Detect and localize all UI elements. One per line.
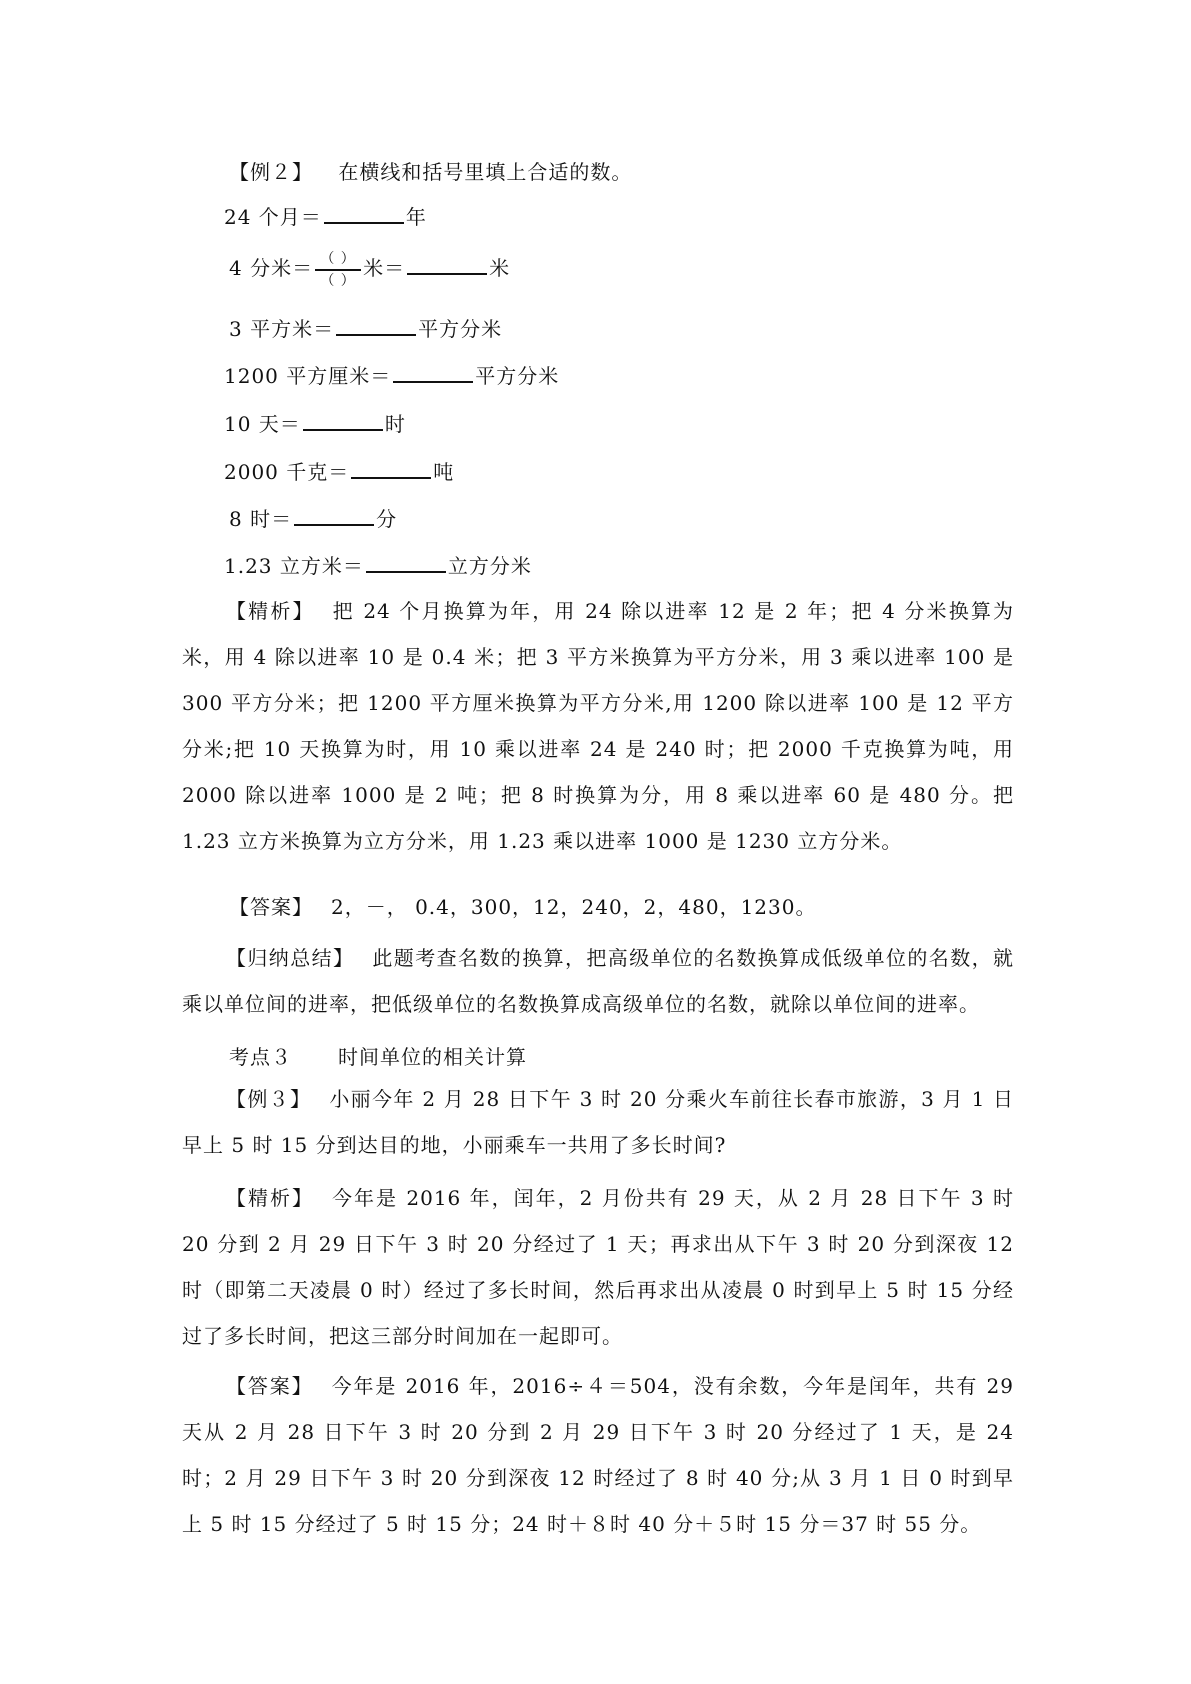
fill-item	[224, 203, 427, 231]
item-left: 8 时＝	[229, 507, 293, 531]
fraction-blank[interactable]	[315, 250, 361, 290]
answer-tag: 【答案】	[226, 1374, 314, 1398]
analysis-paragraph	[182, 588, 1014, 864]
analysis-tag: 【精析】	[226, 1186, 315, 1210]
fill-item	[229, 315, 502, 343]
item-left: 1.23 立方米＝	[224, 554, 364, 578]
summary-text: 此题考查名数的换算，把高级单位的名数换算成低级单位的名数，就乘以单位间的进率，把低级单位的名数换算成高级单位的名数，就除以单位间的进率。	[182, 946, 1015, 1016]
summary-paragraph	[182, 935, 1014, 1027]
fill-item	[224, 410, 406, 438]
summary-tag: 【归纳总结】	[226, 946, 355, 970]
answer-tag: 【答案】	[229, 895, 313, 919]
analysis-text: 把 24 个月换算为年，用 24 除以进率 12 是 2 年；把 4 分米换算为米，用 4 除以进率 10 是 0.4 米；把 3 平方米换算为平方分米，用 3 乘以进率 100 是 300 平方分米；把 1200 平方厘米换算为平方分米,用 1200 除以进率 100 是 12 平方分米;把 10 天换算为时，用 10 乘以进率 24 是 240 时；把 2000 千克换算为吨，用 2000 除以进率 1000 是 2 吨；把 8 时换算为分，用 8 乘以进率 60 是 480 分。把 1.23 立方米换算为立方分米，用 1.23 乘以进率 1000 是 1230 立方分米。	[182, 599, 1015, 853]
analysis-paragraph	[182, 1175, 1014, 1359]
fraction-bar	[315, 269, 361, 271]
answer-blank[interactable]	[351, 459, 431, 479]
example-prompt: 在横线和括号里填上合适的数。	[338, 160, 633, 184]
answer-blank[interactable]	[393, 363, 473, 383]
item-right: 年	[405, 205, 427, 229]
topic-label: 考点３	[229, 1045, 292, 1069]
answer-blank[interactable]	[303, 411, 383, 431]
answer-blank[interactable]	[294, 506, 374, 526]
answer-text: 今年是 2016 年，2016÷４＝504，没有余数，今年是闰年，共有 29 天从 2 月 28 日下午 3 时 20 分到 2 月 29 日下午 3 时 20 分经过了 1 天，是 24 时；2 月 29 日下午 3 时 20 分到深夜 12 时经过了 8 时 40 分;从 3 月 1 日 0 时到早上 5 时 15 分经过了 5 时 15 分；24 时＋８时 40 分＋５时 15 分＝37 时 55 分。	[182, 1374, 1015, 1536]
fill-item	[224, 458, 454, 486]
fill-item	[229, 248, 510, 290]
answer-blank[interactable]	[336, 316, 416, 336]
answer-line	[229, 893, 816, 921]
fill-item	[224, 362, 559, 390]
answer-blank[interactable]	[366, 553, 446, 573]
example-tag: 【例３】	[226, 1087, 312, 1111]
topic-heading	[229, 1043, 527, 1071]
item-left: 24 个月＝	[224, 205, 322, 229]
answer-blank[interactable]	[407, 255, 487, 275]
item-middle: 米＝	[363, 256, 406, 280]
item-right: 平方分米	[475, 364, 560, 388]
example-2-heading	[229, 158, 632, 186]
fraction-denominator: （ ）	[320, 272, 356, 289]
item-right: 米	[489, 256, 511, 280]
topic-title: 时间单位的相关计算	[338, 1045, 527, 1069]
item-left: 4 分米＝	[229, 256, 314, 280]
example-text: 小丽今年 2 月 28 日下午 3 时 20 分乘火车前往长春市旅游，3 月 1 日早上 5 时 15 分到达目的地，小丽乘车一共用了多长时间?	[182, 1087, 1014, 1157]
item-right: 立方分米	[447, 554, 532, 578]
example-3-paragraph	[182, 1076, 1014, 1168]
fill-item	[224, 552, 532, 580]
example-tag: 【例２】	[229, 160, 313, 184]
item-left: 3 平方米＝	[229, 317, 335, 341]
item-left: 10 天＝	[224, 412, 301, 436]
item-right: 平方分米	[418, 317, 503, 341]
fill-item	[229, 505, 397, 533]
answer-blank[interactable]	[324, 204, 404, 224]
answer-paragraph	[182, 1363, 1014, 1547]
analysis-text: 今年是 2016 年，闰年，2 月份共有 29 天，从 2 月 28 日下午 3 时 20 分到 2 月 29 日下午 3 时 20 分经过了 1 天；再求出从下午 3 时 20 分到深夜 12 时（即第二天凌晨 0 时）经过了多长时间，然后再求出从凌晨 0 时到早上 5 时 15 分经过了多长时间，把这三部分时间加在一起即可。	[182, 1186, 1015, 1348]
item-right: 分	[376, 507, 398, 531]
item-right: 时	[384, 412, 406, 436]
item-right: 吨	[433, 460, 455, 484]
analysis-tag: 【精析】	[226, 599, 315, 623]
fraction-numerator: （ ）	[320, 250, 356, 267]
item-left: 2000 千克＝	[224, 460, 350, 484]
item-left: 1200 平方厘米＝	[224, 364, 392, 388]
answer-text: 2，－， 0.4，300，12，240，2，480，1230。	[331, 895, 817, 919]
